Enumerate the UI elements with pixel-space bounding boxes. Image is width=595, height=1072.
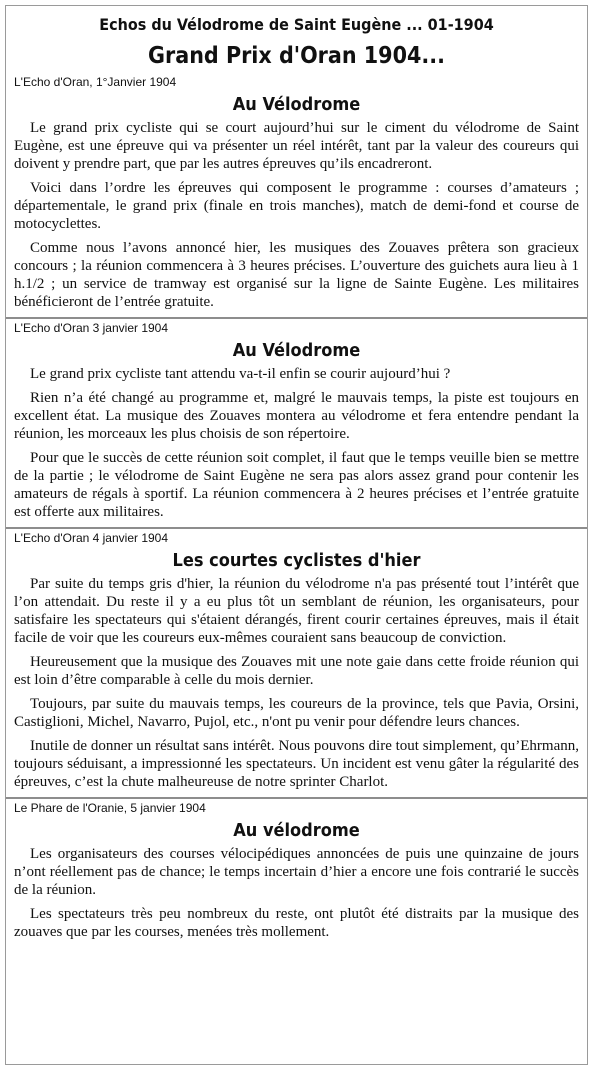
article-3	[6, 531, 587, 791]
article-paragraph: Pour que le succès de cette réunion soit complet, il faut que le temps veuille bien se mettre de la partie ; le vélodrome de Saint Eugène ne sera pas alors assez grand pour contenir les amateurs de régals à sportif. La réunion commencera à 2 heures précises et l’entrée gratuite est offerte aux militaires.	[14, 450, 579, 520]
article-paragraph: Heureusement que la musique des Zouaves mit une note gaie dans cette froide réunion qui est loin d’être comparable à celle du mois dernier.	[14, 654, 579, 688]
article-source: L'Echo d'Oran 4 janvier 1904	[14, 531, 169, 545]
article-paragraph: Le grand prix cycliste tant attendu va-t-il enfin se courir aujourd’hui ?	[30, 366, 451, 382]
article-paragraph: Toujours, par suite du mauvais temps, les coureurs de la province, tels que Pavia, Orsini, Castiglioni, Michel, Navarro, Pujol, etc., n'ont pu venir pour défendre leurs chances.	[14, 696, 579, 730]
article-headline: Au Vélodrome	[232, 340, 361, 361]
article-4	[6, 801, 587, 941]
article-source: Le Phare de l'Oranie, 5 janvier 1904	[14, 801, 206, 815]
article-paragraph: Par suite du temps gris d'hier, la réunion du vélodrome n'a pas présenté tout l’intérêt que l’on attendait. Du reste il y a eu plus tôt un semblant de réunion, les organisateurs, pour satisfaire les spectateurs qui s'étaient dérangés, firent courir certaines épreuves, mais il était facile de voir que les coureurs eux-mêmes couraient sans beaucoup de conviction.	[14, 576, 579, 646]
article-paragraph: Inutile de donner un résultat sans intérêt. Nous pouvons dire tout simplement, qu’Ehrmann, toujours séduisant, a impressionné les spectateurs. Un incident est venu gâter la régularité des épreuves, c’est la chute malheureuse de notre sprinter Charlot.	[14, 738, 579, 790]
page	[5, 5, 588, 1065]
series-title: Echos du Vélodrome de Saint Eugène ... 01-1904	[99, 15, 494, 34]
article-paragraph: Comme nous l’avons annoncé hier, les musiques des Zouaves prêtera son gracieux concours ; la réunion commencera à 3 heures précises. L’ouverture des guichets aura lieu à 1 h.1/2 ; un service de tramway est organisé sur la ligne de Sainte Eugène. Les militaires bénéficieront de l’entrée gratuite.	[14, 240, 579, 310]
article-headline: Les courtes cyclistes d'hier	[172, 550, 421, 571]
separator	[6, 527, 587, 529]
article-paragraph: Les organisateurs des courses vélocipédiques annoncées de puis une quinzaine de jours n’ont réellement pas de chance; le temps incertain d’hier a encore une fois contrarié le succès de la réunion.	[14, 846, 579, 898]
separator	[6, 317, 587, 319]
separator	[6, 797, 587, 799]
article-source: L'Echo d'Oran, 1°Janvier 1904	[14, 75, 177, 89]
article-1	[6, 75, 587, 311]
article-paragraph: Rien n’a été changé au programme et, malgré le mauvais temps, la piste est toujours en excellent état. La musique des Zouaves montera au vélodrome et fera entendre pendant la réunion, les morceaux les plus choisis de son répertoire.	[14, 390, 579, 442]
article-paragraph: Le grand prix cycliste qui se court aujourd’hui sur le ciment du vélodrome de Saint Eugène, est une épreuve qui va présenter un réel intérêt, tant par la valeur des coureurs qui doivent y prendre part, que par les autres épreuves qu’ils encadreront.	[14, 120, 579, 172]
article-paragraph: Voici dans l’ordre les épreuves qui composent le programme : courses d’amateurs ; départementale, le grand prix (finale en trois manches), match de demi-fond et course de motocyclettes.	[14, 180, 579, 232]
article-source: L'Echo d'Oran 3 janvier 1904	[14, 321, 169, 335]
main-title: Grand Prix d'Oran 1904...	[148, 43, 445, 69]
article-paragraph: Les spectateurs très peu nombreux du reste, ont plutôt été distraits par la musique des zouaves que par les courses, menées très mollement.	[14, 906, 579, 940]
article-headline: Au Vélodrome	[232, 94, 361, 115]
article-2	[6, 321, 587, 521]
article-headline: Au vélodrome	[233, 820, 360, 841]
